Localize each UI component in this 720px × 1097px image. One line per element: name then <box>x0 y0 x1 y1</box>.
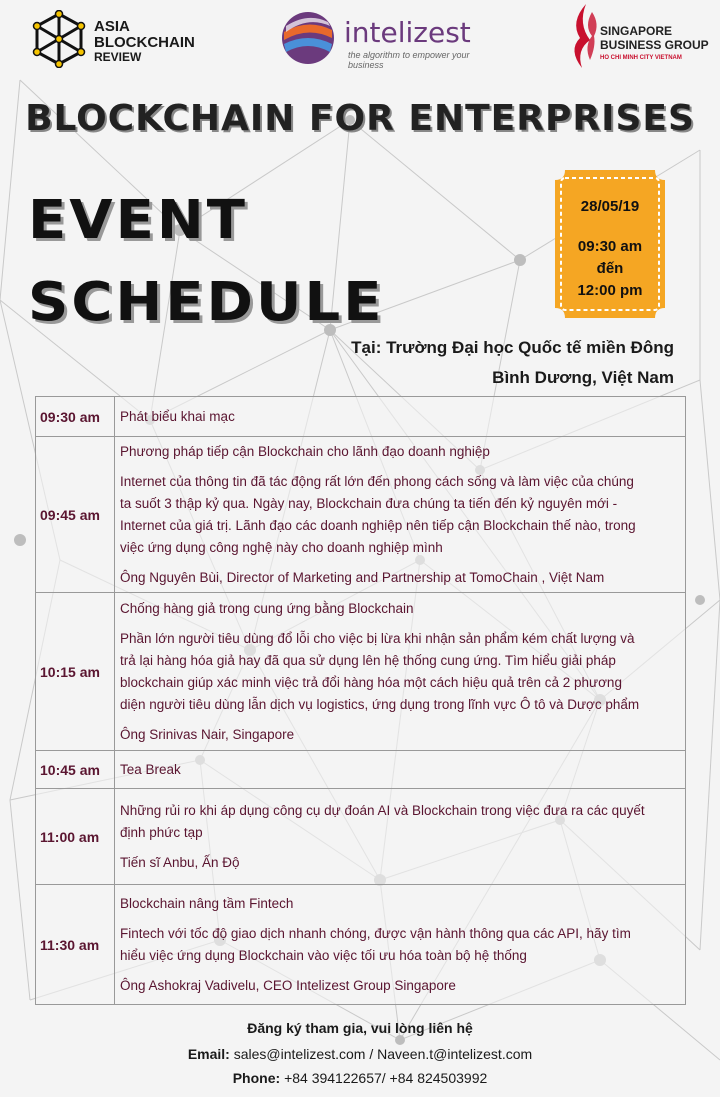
asia-blockchain-review-logo <box>30 10 230 65</box>
session-description: blockchain giúp xác minh việc trả đổi hàng hóa một cách hiệu quả trên cả 2 phương <box>120 674 622 690</box>
sbg-line1: SINGAPORE <box>600 24 673 38</box>
logo-text: BLOCKCHAIN <box>94 34 195 51</box>
table-row <box>36 437 686 593</box>
venue-line2: Bình Dương, Việt Nam <box>492 368 674 387</box>
session-topic: Tea Break <box>115 751 686 789</box>
register-text: Đăng ký tham gia, vui lòng liên hệ <box>247 1020 473 1036</box>
end-time: 12:00 pm <box>577 282 643 299</box>
sbg-line2: BUSINESS GROUP <box>600 38 709 52</box>
session-topic: Phát biểu khai mạc <box>115 397 686 437</box>
session-description: việc ứng dụng công nghệ này cho doanh nghiệp mình <box>120 539 443 555</box>
intelizest-logo <box>278 8 488 68</box>
sbg-line3: HO CHI MINH CITY VIETNAM <box>600 55 682 61</box>
event-date: 28/05/19 <box>580 198 640 215</box>
start-time: 09:30 am <box>577 238 643 255</box>
session-description: trả lại hàng hóa giả hay đã qua sử dụng lên hệ thống cung ứng. Tìm hiểu giải pháp <box>120 652 616 668</box>
session-description: Internet của thông tin đã tác động rất lớn đến phong cách sống và làm việc của chúng <box>120 473 634 489</box>
session-description: Internet của giá trị. Lãnh đạo các doanh nghiệp nên tiếp cận Blockchain thế nào, trong <box>120 517 636 533</box>
session-description: Phần lớn người tiêu dùng đổ lỗi cho việc bị lừa khi nhận sản phẩm kém chất lượng và <box>120 630 635 646</box>
session-description: Những rủi ro khi áp dụng công cụ dự đoán AI và Blockchain trong việc đưa ra các quyết <box>120 802 645 818</box>
intelizest-tagline: the algorithm to empower your business <box>348 50 470 70</box>
logo-text: REVIEW <box>94 50 142 64</box>
intelizest-wordmark: intelizest <box>344 16 471 49</box>
table-row <box>36 885 686 1005</box>
schedule-table <box>35 396 686 1005</box>
session-description: diện người tiêu dùng lẫn dịch vụ logistics, ứng dụng trong lĩnh vực Ô tô và Dược phẩm <box>120 696 640 712</box>
date-ticket <box>555 170 665 318</box>
logo-text: ASIA <box>94 18 130 35</box>
email-label: Email: <box>187 1046 230 1062</box>
phone-value[interactable]: +84 394122657/ +84 824503992 <box>284 1070 488 1086</box>
schedule-heading: SCHEDULE <box>28 271 385 334</box>
email-line <box>0 1046 720 1062</box>
session-speaker: Ông Srinivas Nair, Singapore <box>120 726 295 742</box>
session-topic: Phương pháp tiếp cận Blockchain cho lãnh đạo doanh nghiệp <box>120 443 490 459</box>
session-topic: Blockchain nâng tầm Fintech <box>120 895 294 911</box>
singapore-business-group-logo <box>566 2 716 72</box>
intelizest-globe-icon <box>278 8 338 68</box>
session-description: định phức tạp <box>120 824 203 840</box>
table-row <box>36 751 686 789</box>
page-title: BLOCKCHAIN FOR ENTERPRISES <box>25 98 695 139</box>
session-time: 11:00 am <box>36 789 115 885</box>
session-time: 09:45 am <box>36 437 115 593</box>
session-time: 10:45 am <box>36 751 115 789</box>
sbg-flame-icon <box>566 2 600 72</box>
email-value[interactable]: sales@intelizest.com / Naveen.t@intelizest.com <box>233 1046 533 1062</box>
table-row <box>36 397 686 437</box>
session-topic: Chống hàng giả trong cung ứng bằng Blockchain <box>120 600 414 616</box>
session-speaker: Ông Ashokraj Vadivelu, CEO Intelizest Group Singapore <box>120 977 456 993</box>
event-heading: EVENT <box>28 189 248 252</box>
phone-label: Phone: <box>232 1070 281 1086</box>
time-separator: đến <box>596 260 624 277</box>
table-row <box>36 789 686 885</box>
table-row <box>36 593 686 751</box>
session-time: 10:15 am <box>36 593 115 751</box>
venue-line1: Tại: Trường Đại học Quốc tế miền Đông <box>351 338 674 357</box>
session-description: ta suốt 3 thập kỷ qua. Ngày nay, Blockchain đưa chúng ta tiến đến kỷ nguyên mới - <box>120 495 618 511</box>
session-time: 11:30 am <box>36 885 115 1005</box>
phone-line <box>0 1070 720 1086</box>
session-speaker: Tiến sĩ Anbu, Ấn Độ <box>120 854 240 870</box>
session-description: hiểu việc ứng dụng Blockchain vào việc tối ưu hóa toàn bộ hệ thống <box>120 947 527 963</box>
session-time: 09:30 am <box>36 397 115 437</box>
session-description: Fintech với tốc độ giao dịch nhanh chóng, được vận hành thông qua các API, hãy tìm <box>120 925 631 941</box>
session-speaker: Ông Nguyên Bùi, Director of Marketing and Partnership at TomoChain , Việt Nam <box>120 569 605 585</box>
blockchain-hexagon-icon <box>30 10 88 68</box>
